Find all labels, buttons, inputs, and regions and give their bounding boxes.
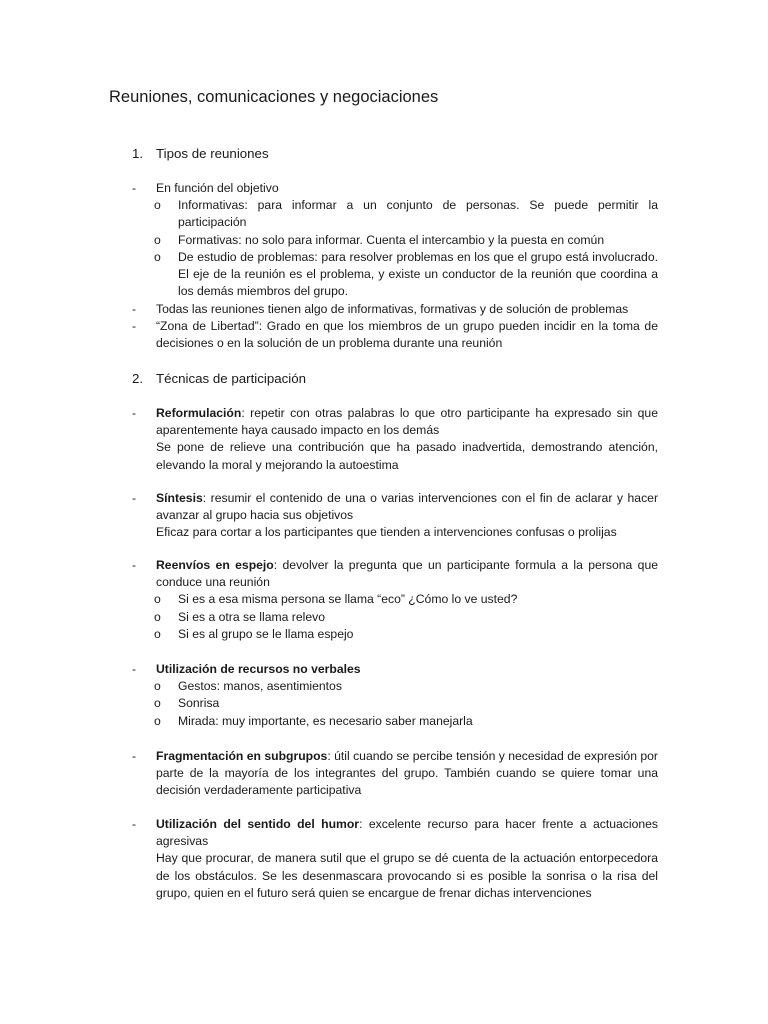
item-text [156, 661, 658, 678]
sub-item-mirada [154, 713, 658, 730]
list-item-reenvios [132, 557, 658, 643]
bullet-marker: o [154, 198, 161, 213]
sub-item-text: Formativas: no solo para informar. Cuenta el intercambio y la puesta en común [178, 232, 605, 247]
bullet-marker: o [154, 249, 161, 264]
dash-marker: - [132, 181, 137, 195]
section-heading-tipos [132, 145, 269, 163]
term-definition: : repetir con otras palabras lo que otro participante ha expresado sin que aparentemente haya causado impacto en los demás [156, 406, 658, 438]
bullet-marker: o [154, 592, 161, 607]
term-definition: : útil cuando se percibe tensión y necesidad de expresión por parte de la mayoría de los integrantes del grupo. También cuando se quiere tomar una decisión verdaderamente participativa [156, 749, 658, 798]
section-heading-tecnicas [132, 370, 306, 388]
item-text [156, 748, 658, 800]
dash-marker: - [132, 662, 137, 676]
bullet-marker: o [154, 232, 161, 247]
item-text [156, 405, 658, 439]
list-item-humor [132, 816, 658, 902]
document-title: Reuniones, comunicaciones y negociaciones [109, 88, 439, 106]
dash-marker: - [132, 558, 137, 572]
sub-item-text: Informativas: para informar a un conjunto de personas. Se puede permitir la participación [178, 198, 658, 230]
item-extra: Eficaz para cortar a los participantes que tienden a intervenciones confusas o prolijas [156, 525, 617, 540]
bullet-marker: o [154, 696, 161, 711]
list-item-fragmentacion [132, 748, 658, 800]
sub-item-text: Si es a esa misma persona se llama “eco” ¿Cómo lo ve usted? [178, 592, 518, 607]
item-text [156, 557, 658, 591]
bullet-marker: o [154, 626, 161, 641]
list-item-todas-reuniones [132, 301, 658, 318]
dash-marker: - [132, 491, 137, 505]
term-label: Reformulación [156, 406, 242, 420]
sub-item-relevo [154, 609, 658, 626]
section-title: Técnicas de participación [156, 371, 307, 386]
term-definition: : devolver la pregunta que un participante formula a la persona que conduce una reunión [156, 558, 659, 590]
bullet-marker: o [154, 679, 161, 694]
sub-item-formativas [154, 232, 658, 249]
term-label: Reenvíos en espejo [156, 558, 274, 572]
sub-item-text: Mirada: muy importante, es necesario saber manejarla [178, 713, 473, 728]
item-text [156, 816, 658, 850]
dash-marker: - [132, 749, 137, 763]
item-extra: Hay que procurar, de manera sutil que el grupo se dé cuenta de la actuación entorpecedora de los obstáculos. Se les desenmascara provocando si es posible la sonrisa o la risa del grupo, quien en el futuro será quien se encargue de frenar dichas intervenciones [156, 851, 658, 900]
sub-item-text: Gestos: manos, asentimientos [178, 679, 342, 694]
item-text [156, 490, 658, 524]
sub-item-espejo [154, 626, 658, 643]
sub-item-text: Si es a otra se llama relevo [178, 609, 325, 624]
sub-item-text: Sonrisa [178, 696, 220, 711]
sub-item-informativas [154, 197, 658, 231]
list-item-zona-libertad [132, 318, 658, 352]
section-number: 1. [132, 146, 144, 161]
term-definition: : excelente recurso para hacer frente a actuaciones agresivas [156, 817, 658, 849]
dash-marker: - [132, 302, 137, 316]
bullet-marker: o [154, 609, 161, 624]
term-label: Utilización de recursos no verbales [156, 662, 361, 676]
item-text: “Zona de Libertad”: Grado en que los miembros de un grupo pueden incidir en la toma de decisiones o en la solución de un problema durante una reunión [156, 319, 658, 351]
item-text: En función del objetivo [156, 181, 279, 195]
list-item-en-funcion [132, 180, 658, 300]
list-item-sintesis [132, 490, 658, 542]
sub-item-eco [154, 591, 658, 608]
list-item-recursos-no-verbales [132, 661, 658, 730]
dash-marker: - [132, 817, 137, 831]
term-label: Fragmentación en subgrupos [156, 749, 328, 763]
sub-item-gestos [154, 678, 658, 695]
sub-item-sonrisa [154, 695, 658, 712]
section-title: Tipos de reuniones [156, 146, 269, 161]
section-number: 2. [132, 371, 144, 386]
dash-marker: - [132, 406, 137, 420]
bullet-marker: o [154, 713, 161, 728]
item-text: Todas las reuniones tienen algo de informativas, formativas y de solución de problemas [156, 302, 629, 316]
term-label: Síntesis [156, 491, 203, 505]
list-item-reformulacion [132, 405, 658, 474]
sub-item-estudio-problemas [154, 249, 658, 301]
dash-marker: - [132, 319, 137, 333]
term-label: Utilización del sentido del humor [156, 817, 360, 831]
item-extra: Se pone de relieve una contribución que ha pasado inadvertida, demostrando atención, elevando la moral y mejorando la autoestima [156, 440, 658, 472]
sub-item-text: Si es al grupo se le llama espejo [178, 626, 354, 641]
term-definition: : resumir el contenido de una o varias intervenciones con el fin de aclarar y hacer avanzar al grupo hacia sus objetivos [156, 491, 658, 523]
sub-item-text: De estudio de problemas: para resolver problemas en los que el grupo está involucrado. El eje de la reunión es el problema, y existe un conductor de la reunión que coordina a los demás miembros del grupo. [178, 249, 658, 299]
